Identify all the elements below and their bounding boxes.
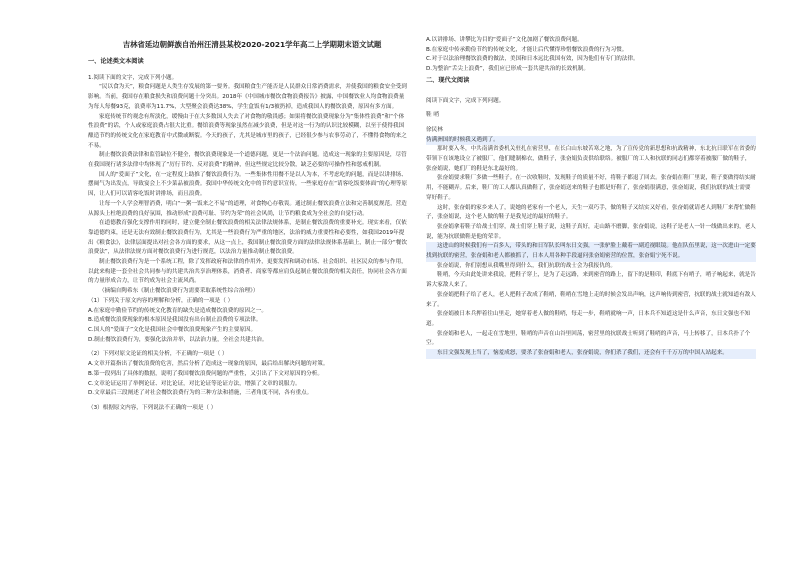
question-1-3: （3）根据原文内容，下列说法不正确的一项是（ ） [88, 404, 217, 411]
left-para-1: “民以食为天”，粮食问题是人类生存发展的第一要务。我国粮食生产能否是人民群众日常消费需求，并使我国的粮食安全受到影响。当前，我国存在粮食损失和浪费问题十分突出。2018年《中国城市餐饮食物浪费报告》披露，中国餐饮业人均食物浪费量为每人每餐93克，浪费率为11.7%，大型聚会浪费达38%，学生盒饭有1/3被扔掉，造成我国人的餐饮浪费，原因有多方面。 [88, 84, 407, 110]
story-para-6: 这进山的时候我们有一百多人，带头的和日军队长叫东日文强，一张驴脸上戴着一副近视眼镜。他在队伍里说，这一次进山一定要找到抗联的密营，张奋娟和老人都被抓了，日本人用各种手段逼问张奋娟密营的位置，张奋娟宁死不说。 [426, 242, 756, 261]
q2-option-c: C.文章论证运用了举例论证、对比论证，对比论证等论证方法，增强了文章的说服力。 [88, 380, 301, 387]
question-1-2: （2）下列对原文论证的相关分析，不正确的一项是（ ） [88, 351, 228, 358]
story-para-8: 鞋哨，今天由此处讲来我说，把鞋子穿上，是为了走远路，来到密营的路上，留下的是鞋印，鞋底下有哨子，哨子响起来，就是告诉大家敌人来了。 [426, 272, 756, 289]
story-title: 鞋 哨 [426, 112, 439, 119]
q3-option-b: B.在家庭中传承勤俭节约的传统文化，才能让后代懂得珍惜餐饮浪费的行为习惯。 [426, 46, 628, 53]
left-para-6: 在道德教育强化支撑作用的同时，建立健全制止餐饮浪费的相关法律法规体系，是制止餐饮浪费的重要补充。现实来看，仅依靠道德约束，还是无法有效制止餐饮浪费行为，尤其是一些浪费行为严重的地区，法治的威力重要性和必要性，如我国2019年提出《粮食法》，法律层面提出对社会各方面的要求，从这一点上，我国制止餐饮浪费方面的法律法规体系基础上，制止一部分“餐饮浪费法”，从法律法规方面对餐饮浪费行为进行规范，以法治力量推动制止餐饮浪费。 [88, 220, 407, 256]
q2-option-a: A.文章开篇指出了餐饮浪费的危害，然后分析了造成这一现象的原因，最后给出解决问题的对策。 [88, 361, 329, 368]
question-1-1: （1）下列关于原文内容的理解和分析，正确的一项是（ ） [88, 297, 234, 304]
left-para-4: 国人的“爱面子”文化，在一定程度上助推了餐饮浪费行为。一些集体性用餐不是以人为本，不考虑吃的问题，而是以讲排场、摆阔气为出发点，导致宴会上不少菜品被浪费。我国中华传统文化中的节约意识宣传，一些家庭存在“请客吃饭要体面”的心理等原因，让人们可以请客吃饭时讲排场，而且浪费。 [88, 171, 408, 198]
q3-option-c: C.对于以法治理餐饮浪费的做法，美国和日本远比我国有效，因为他们有专门的法律。 [426, 56, 639, 63]
story-author: 徐民林 [426, 126, 443, 133]
story-para-7: 张奋娟说，你们别想从我嘴里得到什么，我们抗联的战士会为我报仇的。 [437, 262, 617, 269]
q3-option-d: D.为整治“舌尖上浪费”，我们应已形成一套共建共治的长效机制。 [426, 66, 589, 73]
paper-title: 吉林省延边朝鲜族自治州汪清县某校2020-2021学年高二上学期期末语文试题 [122, 40, 382, 49]
q1-option-a: A.在家庭中勤俭节约的传统文化教育的缺失是造成餐饮浪费的原因之一。 [88, 307, 267, 314]
section-1-heading: 一、论述类文本阅读 [88, 58, 144, 65]
story-para-3: 张奋娟要求鞋厂多做一些鞋子。在一次收鞋时，发现鞋子的质量不好，将鞋子都退了回去。张奋娟在鞋厂里说，鞋子要做得结实耐用，不能糊弄。后来，鞋厂的工人都认真做鞋了，张奋娟送来的鞋子也都是好鞋了，张奋娟很满意，张奋娟说，我们抗联的战士需要穿好鞋子。 [426, 175, 756, 201]
story-para-4: 这时，张奋娟的家乡来人了，说她的老家有一个老人，天生一双巧手，做的鞋子又结实又好看，张奋娟就请老人到鞋厂来帮忙做鞋子，张奋娟说，这个老人做的鞋子是我见过的最好的鞋子。 [426, 204, 756, 221]
q2-option-d: D.文章最后三段阐述了对社会餐饮浪费行为的三种方法和措施，三者角度不同，各有重点。 [88, 390, 313, 397]
story-para-2: 那时要入冬，中共南满省委机关驻扎在密营里，在长白山东坡苦寒之地，为了宣传党的新思想和抗战精神，东北抗日联军在省委的带领下在该地设立了被服厂，他们缝制棉衣，做鞋子，张奋娟负责供给联络。被服厂的工人和抗联的同志们都穿着被服厂做的鞋子，张奋娟说，她们厂的鞋是东北最好的。 [426, 146, 756, 172]
q1-option-c: C.国人的“爱面子”文化是我国社会中餐饮浪费现象产生的主要原因。 [88, 326, 257, 333]
story-para-11: 张奋娟和老人，一起走在雪地里，鞋哨的声音在山谷里回荡，密营里的抗联战士听到了鞋哨的声音，马上转移了，日本兵扑了个空。 [426, 330, 751, 347]
right-column [426, 36, 756, 359]
left-para-5: 让每一个人学会理智消费，明白“一粥一饭来之不易”的道理，对食物心存敬畏。通过制止餐饮浪费立法和完善制度规范，营造从源头上杜绝浪费的良好氛围，推动形成“浪费可耻、节约为荣”的社会风尚，让节约粮食成为全社会的自觉行动。 [88, 200, 407, 217]
q1-option-b: B.造成餐饮浪费现象的根本原因是我国没有出台制止浪费的专项法律。 [88, 317, 262, 324]
left-para-7: 制止餐饮浪费行为是一个系统工程，除了发挥政府和法律的作用外，更要发挥和调动市场、社会组织、社区民众的参与作用，以此来构建一套全社会共同参与的共建共治共享治理体系，消费者、商家等都应肩负起制止餐饮浪费的相关责任，协同社会各方面的力量形成合力，让节约成为社会主流风尚。 [88, 259, 407, 285]
question-2-intro: 阅读下面文字，完成下列问题。 [426, 97, 505, 104]
story-para-9: 张奋娟把鞋子给了老人，老人把鞋子改成了鞋哨，鞋哨在雪地上走的时候会发出声响，这声响传到密营，抗联的战士就知道有敌人来了。 [426, 291, 756, 308]
story-para-1: 伪满洲国的时候我又遇到了。 [426, 136, 756, 146]
section-2-heading: 二、现代文阅读 [426, 76, 470, 84]
story-para-5: 张奋娟拿着鞋子给战士们穿，战士们穿上鞋子说，这鞋子真好，走山路不磨脚，张奋娟说，这鞋子是老人一针一线做出来的，老人说，能为抗联做鞋是他的荣幸。 [426, 223, 756, 240]
q3-option-a: A.以讲排场、讲攀比为目的“爱面子”文化加剧了餐饮浪费问题。 [426, 37, 583, 43]
q2-option-b: B.第一段列出了具体的数据，说明了我国餐饮浪费问题的严重性，又引出了下文对原因的分析。 [88, 370, 323, 377]
left-column [88, 56, 408, 414]
story-para-10: 张奋娟被日本兵押着往山里走，她穿着老人做的鞋哨，每走一步，鞋哨就响一声，日本兵不知道这是什么声音，东日文强也不知道。 [426, 311, 751, 327]
left-para-3: 制止餐饮浪费法律和监管缺位不健全，餐饮浪费现象是一个道德问题，更是一个法治问题。造成这一现象的主要原因是，尽管在我国现行诸多法律中均体现了“厉行节约、反对浪费”的精神，但这些规定比较分散，缺乏必要的可操作性和惩戒机制。 [88, 152, 407, 169]
question-1-intro: 1.阅读下面的文字，完成下列小题。 [88, 74, 178, 81]
source-note: （摘编自陶希东《制止餐饮浪费行为需要采取系统性综合治理》） [99, 288, 259, 295]
story-para-12: 东日文强发现上当了，恼羞成怒，要杀了张奋娟和老人，张奋娟说，你们杀了我们，还会有千千万万的中国人站起来。 [426, 349, 756, 359]
q1-option-d: D.制止餐饮浪费行为，要强化法治并举，以法治力量，全社会共建共治。 [88, 336, 268, 343]
left-para-2: 家庭传统节约观念有所淡化，缓慢由于在大多数国人失去了对食物的敬畏感；如果将餐饮浪费现象分为“集体性浪费”和“个体性浪费”的话，个人或家庭浪费占很大比重。餐馆浪费等现象虽然在减少浪费，但是对这一行为的认识比较模糊，以至于使得我国酿造节约的传统文化在家庭教育中式微或断裂。今天的孩子，尤其是城市里的孩子，已经很少参与农事劳动了，不懂得食物的来之不易。 [88, 113, 407, 149]
